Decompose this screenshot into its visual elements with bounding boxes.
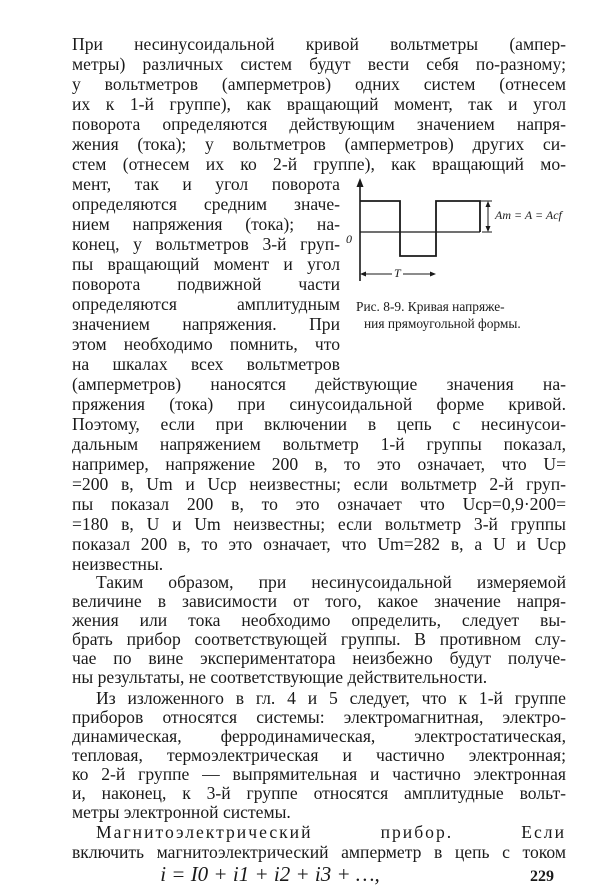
text-line-25: =180 в, U и Um неизвестны; если вольтметр 3-й группы bbox=[72, 514, 566, 534]
text-line-14: определяются амплитудным bbox=[72, 294, 340, 314]
text-line-12: пы вращающий момент и угол bbox=[72, 254, 340, 274]
text-line-2: метры) различных систем будут вести себя по-разному; bbox=[72, 54, 566, 74]
text-line-17: на шкалах всех вольтметров bbox=[72, 354, 340, 374]
text-line-27: неизвестны. bbox=[72, 554, 164, 574]
text-line-7: стем (отнесем их ко 2-й группе), как вращающий мо- bbox=[72, 154, 566, 174]
text-line-18: (амперметров) наносятся действующие значения на- bbox=[72, 374, 566, 394]
text-line-11: конец, у вольтметров 3-й груп- bbox=[72, 234, 340, 254]
figure-caption bbox=[356, 298, 570, 332]
text-line-42: включить магнитоэлектрический амперметр в цепь с током bbox=[72, 842, 566, 862]
figure-caption-line-1: Рис. 8-9. Кривая напряже- bbox=[356, 299, 505, 314]
square-wave-diagram bbox=[340, 176, 568, 286]
text-line-39: и, наконец, к 3-й группе относятся амплитудные вольт- bbox=[72, 783, 566, 803]
text-line-19: пряжения (тока) при синусоидальной форме кривой. bbox=[72, 394, 566, 414]
text-line-36: динамическая, ферродинамическая, электростатическая, bbox=[72, 726, 566, 746]
text-line-21: дальным напряжением вольтметр 1-й группы показал, bbox=[72, 434, 566, 454]
text-line-30: жения или тока необходимо определить, следует вы- bbox=[72, 610, 566, 630]
text-line-22: например, напряжение 200 в, то это означает, что U= bbox=[72, 454, 566, 474]
text-line-10: нием напряжения (тока); на- bbox=[72, 214, 340, 234]
page-number: 229 bbox=[530, 868, 554, 885]
square-wave-figure bbox=[340, 176, 568, 286]
text-line-23: =200 в, Um и Uср неизвестны; если вольтметр 2-й груп- bbox=[72, 474, 566, 494]
amplitude-label: Am = A = Acf bbox=[495, 208, 562, 222]
text-line-33: ны результаты, не соответствующие действительности. bbox=[72, 667, 488, 687]
text-line-8: мент, так и угол поворота bbox=[72, 174, 340, 194]
text-line-4: их к 1-й группе), как вращающий момент, так и угол bbox=[72, 94, 566, 114]
text-line-3: у вольтметров (амперметров) одних систем (отнесем bbox=[72, 74, 566, 94]
text-line-24: пы показал 200 в, то это означает что Uср=0,9·200= bbox=[72, 494, 566, 514]
figure-caption-line-2: ния прямоугольной формы. bbox=[364, 316, 521, 331]
text-line-15: значением напряжения. При bbox=[72, 314, 340, 334]
text-line-26: показал 200 в, то это означает, что Um=282 в, а U и Uср bbox=[72, 534, 566, 554]
text-line-20: Поэтому, если при включении в цепь с несинусои- bbox=[72, 414, 566, 434]
section-heading: Магнитоэлектрический прибор. Если bbox=[96, 822, 566, 842]
period-label: T bbox=[394, 266, 401, 280]
text-line-38: ко 2-й группе — выпрямительная и частично электронная bbox=[72, 764, 566, 784]
text-line-13: поворота подвижной части bbox=[72, 274, 340, 294]
zero-label: 0 bbox=[346, 232, 352, 246]
text-line-40: метры электронной системы. bbox=[72, 802, 291, 822]
formula: i = I0 + i1 + i2 + i3 + …, bbox=[160, 862, 380, 886]
text-line-37: тепловая, термоэлектрическая и частично электронная; bbox=[72, 745, 566, 765]
text-line-28: Таким образом, при несинусоидальной измеряемой bbox=[96, 572, 566, 592]
text-line-1: При несинусоидальной кривой вольтметры (ампер- bbox=[72, 34, 566, 54]
text-line-34: Из изложенного в гл. 4 и 5 следует, что к 1-й группе bbox=[96, 688, 566, 708]
text-line-9: определяются средним значе- bbox=[72, 194, 340, 214]
text-line-16: этом необходимо помнить, что bbox=[72, 334, 340, 354]
text-line-5: поворота определяются действующим значением напря- bbox=[72, 114, 566, 134]
text-line-29: величине в зависимости от того, какое значение напря- bbox=[72, 591, 566, 611]
text-line-35: приборов относятся системы: электромагнитная, электро- bbox=[72, 707, 566, 727]
text-line-32: чае по вине экспериментатора неизбежно будут получе- bbox=[72, 648, 566, 668]
text-line-6: жения (тока); у вольтметров (амперметров) других си- bbox=[72, 134, 566, 154]
text-line-31: брать прибор соответствующей группы. В противном слу- bbox=[72, 629, 566, 649]
